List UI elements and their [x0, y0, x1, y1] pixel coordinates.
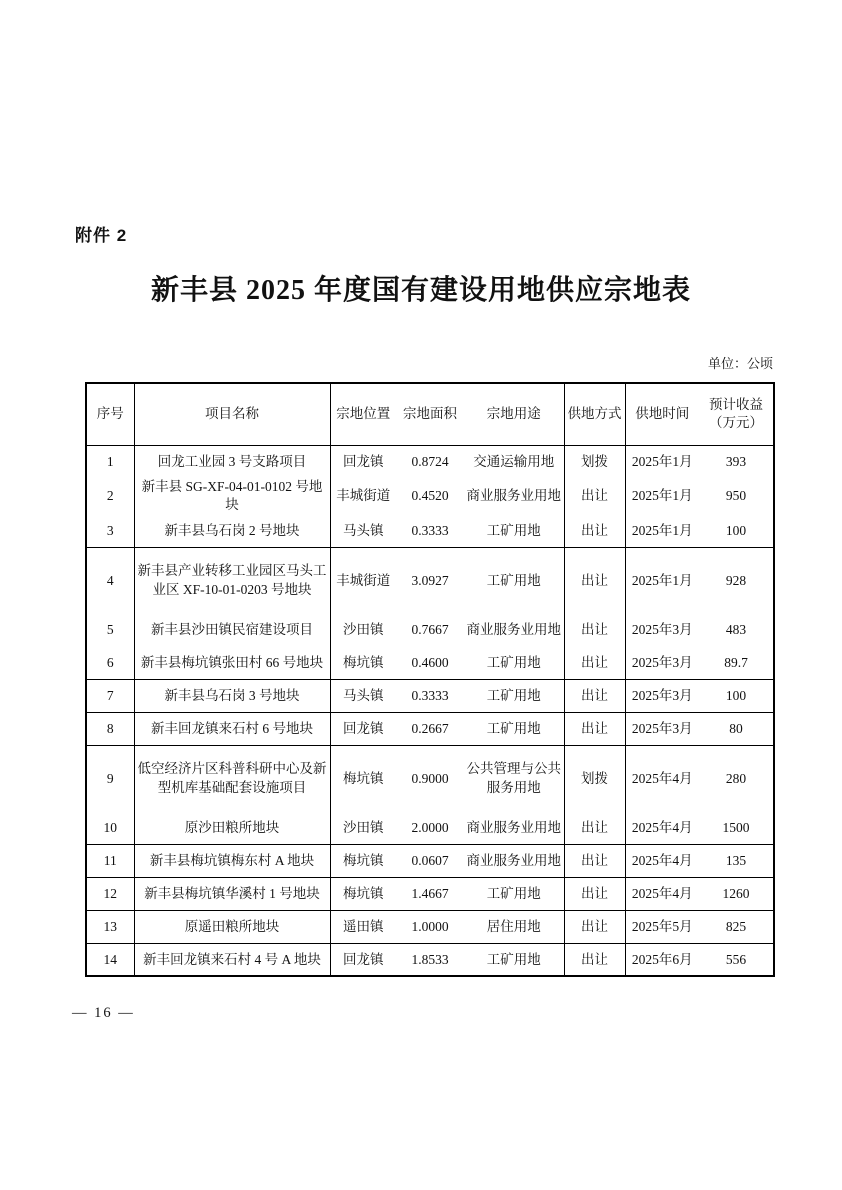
cell-location: 丰城街道: [336, 488, 391, 504]
table-row: [86, 943, 774, 976]
cell-project: 新丰县产业转移工业园区马头工业区 XF-10-01-0203 号地块: [134, 547, 330, 613]
cell-time: 2025年5月: [625, 910, 699, 943]
cell-no: 2: [86, 478, 134, 514]
cell-method: 出让: [564, 811, 625, 844]
cell-location: 沙田镇: [330, 811, 396, 844]
cell-method: 出让: [564, 514, 625, 547]
cell-no: 6: [86, 646, 134, 679]
cell-time: 2025年1月: [625, 514, 699, 547]
page-title: 新丰县 2025 年度国有建设用地供应宗地表: [150, 275, 691, 306]
table-row: [86, 445, 774, 478]
cell-no: 14: [86, 943, 134, 976]
cell-location: 梅坑镇: [330, 646, 396, 679]
cell-no: 9: [86, 745, 134, 811]
cell-no: 7: [86, 679, 134, 712]
cell-revenue: 556: [699, 943, 774, 976]
cell-no: 10: [86, 811, 134, 844]
header-location: 宗地位置: [330, 383, 396, 445]
cell-usage: 工矿用地: [464, 514, 564, 547]
cell-time: 2025年4月: [625, 811, 699, 844]
cell-usage: 公共管理与公共服务用地: [464, 745, 564, 811]
cell-method: 出让: [564, 547, 625, 613]
cell-method: 出让: [564, 646, 625, 679]
table-row: [86, 811, 774, 844]
table-row: [86, 547, 774, 613]
cell-location: 回龙镇: [330, 943, 396, 976]
cell-no: 13: [86, 910, 134, 943]
cell-usage: 交通运输用地: [464, 445, 564, 478]
cell-location: 回龙镇: [343, 453, 384, 469]
cell-no: 1: [86, 445, 134, 478]
cell-location: 遥田镇: [330, 910, 396, 943]
table-body: [86, 445, 774, 976]
cell-usage: 商业服务业用地: [464, 613, 564, 646]
cell-revenue: 950: [725, 488, 747, 504]
cell-project: 新丰县梅坑镇梅东村 A 地块: [134, 844, 330, 877]
cell-revenue: 100: [699, 514, 774, 547]
cell-no: 3: [86, 514, 134, 547]
header-time: 供地时间: [625, 383, 699, 445]
cell-location: 马头镇: [330, 514, 396, 547]
table-row: [86, 910, 774, 943]
cell-time: 2025年3月: [625, 679, 699, 712]
header-area: 宗地面积: [396, 383, 464, 445]
cell-area: 0.7667: [411, 621, 449, 637]
cell-time: 2025年1月: [631, 572, 693, 588]
cell-usage: 居住用地: [464, 910, 564, 943]
table-row: [86, 712, 774, 745]
unit-note: 单位：公顷: [707, 356, 773, 371]
cell-method: 出让: [564, 613, 625, 646]
cell-revenue: 825: [699, 910, 774, 943]
cell-location: 梅坑镇: [330, 844, 396, 877]
cell-location: 回龙镇: [330, 712, 396, 745]
cell-project: 低空经济片区科普科研中心及新型机库基础配套设施项目: [134, 745, 330, 811]
cell-area: 0.4600: [396, 646, 464, 679]
table-row: [86, 646, 774, 679]
cell-project: 新丰回龙镇来石村 6 号地块: [134, 712, 330, 745]
cell-location: 丰城街道: [336, 572, 391, 588]
cell-revenue: 100: [699, 679, 774, 712]
cell-method: 出让: [564, 844, 625, 877]
cell-method: 出让: [564, 679, 625, 712]
cell-project: 回龙工业园 3 号支路项目: [134, 445, 330, 478]
cell-area: 0.9000: [411, 770, 449, 786]
cell-method: 出让: [564, 943, 625, 976]
cell-method: 划拨: [564, 745, 625, 811]
table-row: [86, 478, 774, 514]
cell-revenue: 135: [699, 844, 774, 877]
cell-usage: 工矿用地: [464, 547, 564, 613]
cell-project: 原沙田粮所地块: [134, 811, 330, 844]
cell-no: 11: [86, 844, 134, 877]
cell-time: 2025年3月: [625, 712, 699, 745]
cell-revenue: 393: [725, 453, 747, 469]
cell-usage: 工矿用地: [464, 646, 564, 679]
cell-location: 马头镇: [330, 679, 396, 712]
cell-revenue: 483: [725, 621, 747, 637]
cell-usage: 工矿用地: [464, 943, 564, 976]
land-supply-table: [85, 382, 775, 977]
cell-method: 出让: [564, 712, 625, 745]
cell-location: 梅坑镇: [330, 877, 396, 910]
cell-method: 出让: [564, 910, 625, 943]
header-revenue-line1: 预计收益: [709, 397, 763, 413]
cell-usage: 商业服务业用地: [464, 844, 564, 877]
cell-no: 12: [86, 877, 134, 910]
cell-method: 出让: [564, 478, 625, 514]
table-row: [86, 514, 774, 547]
cell-project: 新丰县梅坑镇华溪村 1 号地块: [134, 877, 330, 910]
cell-area: 2.0000: [396, 811, 464, 844]
header-revenue: [699, 383, 774, 445]
page-number: — 16 —: [72, 1005, 135, 1021]
cell-no: 8: [86, 712, 134, 745]
header-usage: 宗地用途: [464, 383, 564, 445]
cell-area: 1.0000: [396, 910, 464, 943]
cell-revenue: 89.7: [699, 646, 774, 679]
table-row: [86, 613, 774, 646]
cell-usage: 商业服务业用地: [464, 478, 564, 514]
cell-method: 出让: [564, 877, 625, 910]
cell-revenue: 1260: [699, 877, 774, 910]
table-row: [86, 877, 774, 910]
table-header-row: [86, 383, 774, 445]
cell-revenue: 280: [725, 770, 747, 786]
cell-usage: 工矿用地: [464, 712, 564, 745]
cell-method: 划拨: [564, 445, 625, 478]
cell-project: 新丰县乌石岗 2 号地块: [134, 514, 330, 547]
header-project: 项目名称: [134, 383, 330, 445]
cell-time: 2025年3月: [625, 646, 699, 679]
cell-time: 2025年4月: [625, 877, 699, 910]
cell-usage: 工矿用地: [464, 679, 564, 712]
cell-area: 0.8724: [411, 453, 449, 469]
cell-area: 3.0927: [411, 572, 449, 588]
table-row: [86, 679, 774, 712]
cell-area: 1.4667: [396, 877, 464, 910]
cell-area: 0.0607: [396, 844, 464, 877]
cell-project: 新丰县 SG-XF-04-01-0102 号地块: [134, 478, 330, 514]
cell-revenue: 1500: [699, 811, 774, 844]
cell-time: 2025年6月: [625, 943, 699, 976]
cell-no: 5: [86, 613, 134, 646]
cell-location: 梅坑镇: [343, 770, 384, 786]
cell-project: 新丰县乌石岗 3 号地块: [134, 679, 330, 712]
cell-usage: 工矿用地: [464, 877, 564, 910]
cell-project: 新丰县梅坑镇张田村 66 号地块: [134, 646, 330, 679]
header-no: 序号: [86, 383, 134, 445]
cell-project: 新丰县沙田镇民宿建设项目: [134, 613, 330, 646]
table-row: [86, 745, 774, 811]
cell-time: 2025年3月: [631, 621, 693, 637]
cell-usage: 商业服务业用地: [464, 811, 564, 844]
cell-project: 原遥田粮所地块: [134, 910, 330, 943]
header-revenue-line2: （万元）: [709, 415, 763, 431]
cell-time: 2025年4月: [625, 844, 699, 877]
cell-area: 0.2667: [396, 712, 464, 745]
cell-time: 2025年1月: [631, 453, 693, 469]
cell-revenue: 80: [699, 712, 774, 745]
header-method: 供地方式: [564, 383, 625, 445]
cell-area: 1.8533: [396, 943, 464, 976]
cell-no: 4: [86, 547, 134, 613]
cell-time: 2025年4月: [631, 770, 693, 786]
table-row: [86, 844, 774, 877]
cell-revenue: 928: [725, 572, 747, 588]
attachment-label: 附件 2: [75, 226, 128, 245]
cell-location: 沙田镇: [343, 621, 384, 637]
cell-area: 0.3333: [396, 514, 464, 547]
cell-project: 新丰回龙镇来石村 4 号 A 地块: [134, 943, 330, 976]
cell-time: 2025年1月: [631, 488, 693, 504]
cell-area: 0.4520: [411, 488, 449, 504]
cell-area: 0.3333: [396, 679, 464, 712]
